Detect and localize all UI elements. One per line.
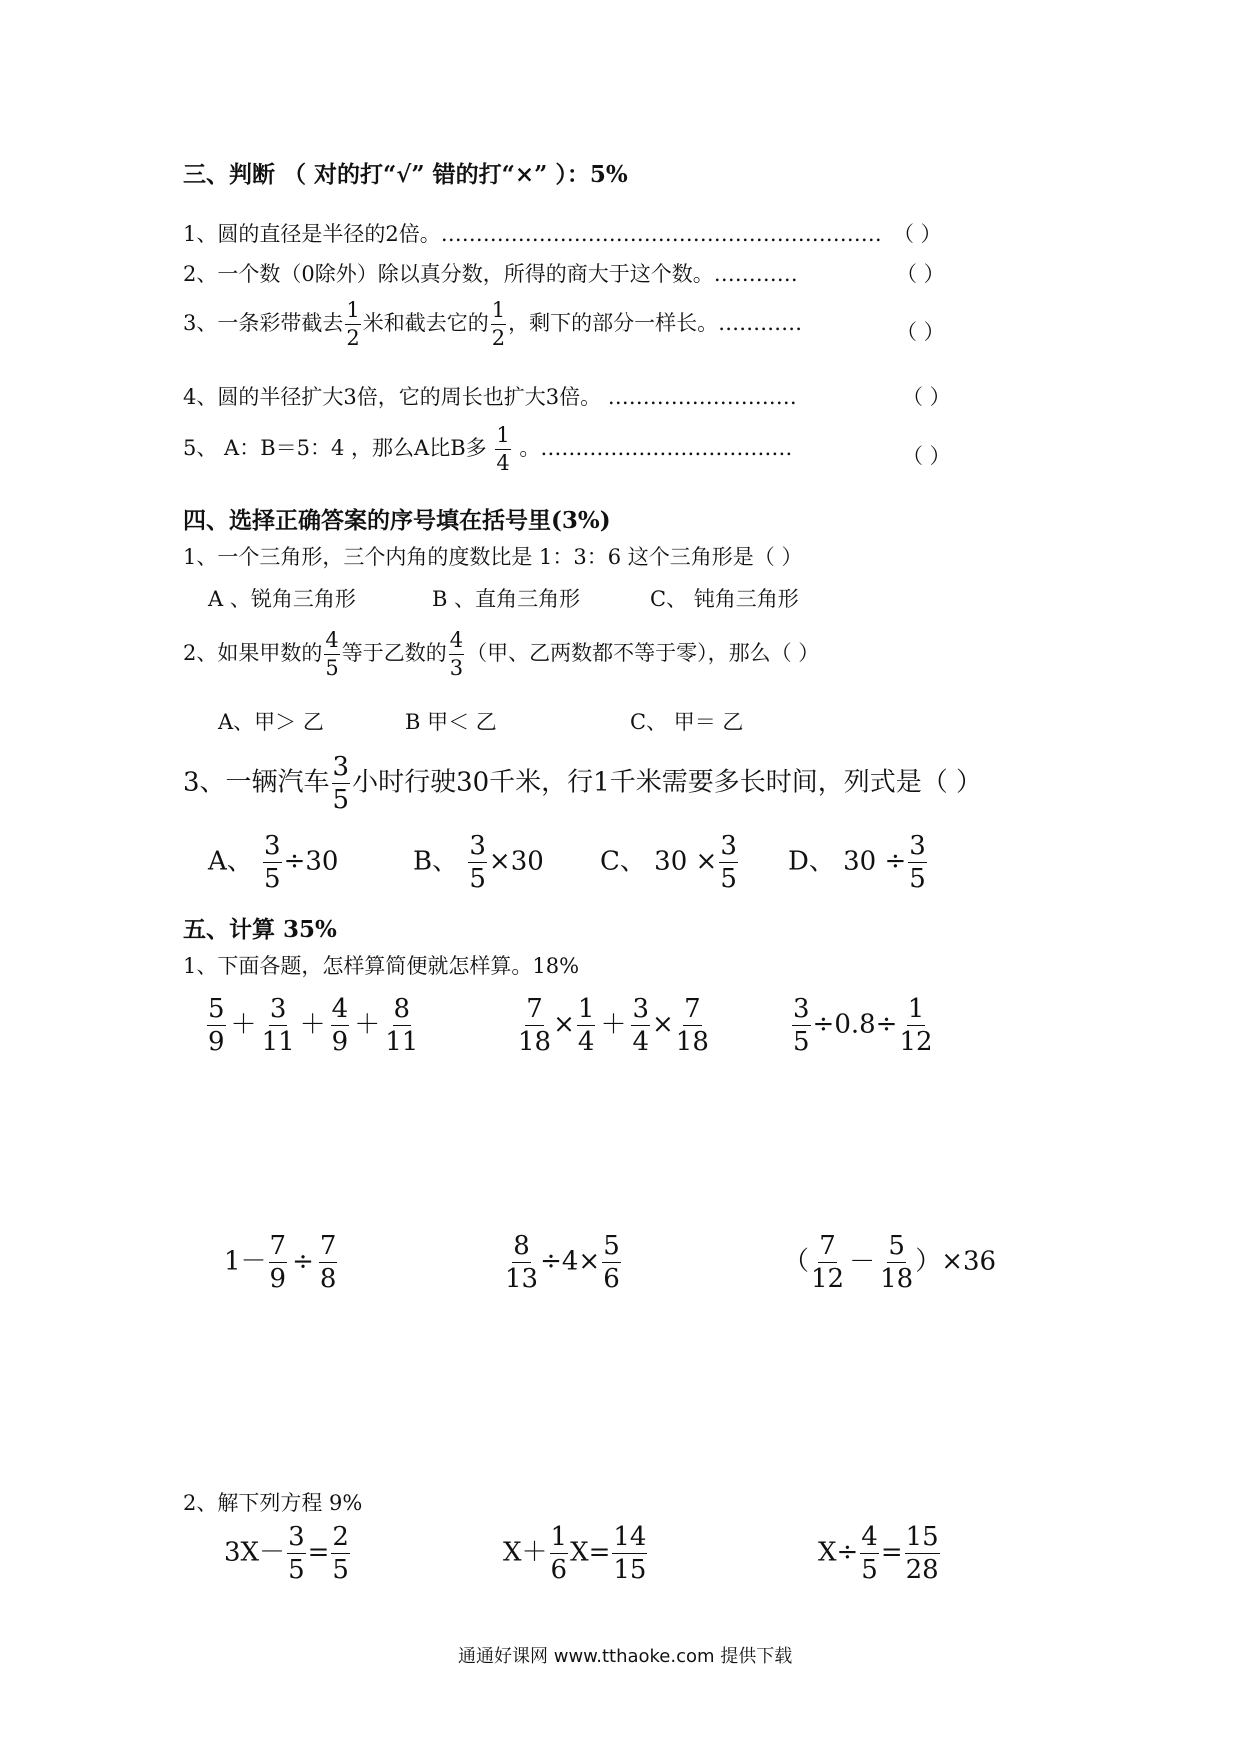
- fraction: $\frac{3}{5}$: [469, 831, 486, 894]
- choice-q3-option-b: B、 $\frac{3}{5}$ ×30: [413, 831, 544, 894]
- choice-q1-option-b: B 、直角三角形: [432, 587, 581, 611]
- fraction: $\frac{3}{5}$: [909, 831, 926, 894]
- judge-q4: 4、圆的半径扩大3倍，它的周长也扩大3倍。 ………………………: [183, 385, 797, 409]
- fraction: $\frac{1}{2}$: [491, 298, 506, 350]
- section-4-heading: 四、选择正确答案的序号填在括号里(3%): [183, 507, 611, 534]
- section-5-heading: 五、计算 35%: [183, 916, 337, 943]
- fraction: $\frac{1}{4}$: [496, 423, 510, 475]
- answer-paren-4[interactable]: （ ）: [902, 385, 951, 409]
- judge-q3: 3、一条彩带截去 $\frac{1}{2}$ 米和截去它的 $\frac{1}{2}$ ，剩下的部分一样长。…………: [183, 298, 803, 350]
- answer-paren-1[interactable]: （ ）: [893, 222, 942, 246]
- judge-q2: 2、一个数（0除外）除以真分数，所得的商大于这个数。…………: [183, 262, 798, 286]
- choice-q2-option-a: A、甲＞ 乙: [218, 710, 324, 734]
- footer-credit: 通通好课网 www.tthaoke.com 提供下载: [458, 1646, 793, 1667]
- calc-expr-2: $\frac{7}{18}$ × $\frac{1}{4}$ ＋ $\frac{3}{4}$ × $\frac{7}{18}$: [518, 994, 709, 1057]
- fraction: $\frac{4}{5}$: [325, 628, 339, 680]
- choice-q2-option-b: B 甲＜ 乙: [405, 710, 497, 734]
- fraction: $\frac{3}{5}$: [332, 752, 350, 815]
- calc-expr-3: $\frac{3}{5}$ ÷0.8÷ $\frac{1}{12}$: [793, 994, 933, 1057]
- answer-paren-3[interactable]: （ ）: [896, 320, 945, 344]
- calc-expr-6: （ $\frac{7}{12}$ － $\frac{5}{18}$ ）×36: [783, 1231, 997, 1294]
- equation-1: 3X－ $\frac{3}{5}$ = $\frac{2}{5}$: [224, 1522, 349, 1585]
- fraction: $\frac{3}{5}$: [264, 831, 281, 894]
- calc-expr-5: $\frac{8}{13}$ ÷4× $\frac{5}{6}$: [505, 1231, 620, 1294]
- choice-q3-option-a: A、 $\frac{3}{5}$ ÷30: [208, 831, 339, 894]
- judge-q1: 1、圆的直径是半径的2倍。………………………………………………………: [183, 222, 882, 246]
- equation-3: X÷ $\frac{4}{5}$ = $\frac{15}{28}$: [818, 1522, 939, 1585]
- calc-expr-4: 1－ $\frac{7}{9}$ ÷ $\frac{7}{8}$: [224, 1231, 337, 1294]
- fraction: $\frac{1}{2}$: [346, 298, 360, 350]
- fraction: $\frac{3}{5}$: [720, 831, 737, 894]
- calc-instruction: 1、下面各题，怎样算简便就怎样算。18%: [183, 954, 580, 978]
- judge-q5: 5、 A：B＝5：4 ，那么A比B多 $\frac{1}{4}$ 。………………………………: [183, 423, 793, 475]
- choice-q2-option-c: C、 甲＝ 乙: [630, 710, 744, 734]
- choice-q1-option-a: A 、锐角三角形: [208, 587, 356, 611]
- choice-q1: 1、一个三角形，三个内角的度数比是 1：3：6 这个三角形是（ ）: [183, 545, 803, 569]
- choice-q2: 2、如果甲数的 $\frac{4}{5}$ 等于乙数的 $\frac{4}{3}$ （甲、乙两数都不等于零），那么（ ）: [183, 628, 820, 680]
- section-3-heading: 三、判断 （ 对的打“√” 错的打“×” ）：5%: [183, 161, 628, 188]
- choice-q3-option-c: C、 30 × $\frac{3}{5}$: [600, 831, 737, 894]
- equation-instruction: 2、解下列方程 9%: [183, 1491, 363, 1515]
- choice-q1-option-c: C、 钝角三角形: [650, 587, 799, 611]
- equation-2: X＋ $\frac{1}{6}$ X= $\frac{14}{15}$: [503, 1522, 647, 1585]
- choice-q3-option-d: D、 30 ÷ $\frac{3}{5}$: [788, 831, 926, 894]
- answer-paren-5[interactable]: （ ）: [902, 444, 951, 468]
- fraction: $\frac{4}{3}$: [449, 628, 464, 680]
- answer-paren-2[interactable]: （ ）: [896, 262, 945, 286]
- calc-expr-1: $\frac{5}{9}$ ＋ $\frac{3}{11}$ ＋ $\frac{4}{9}$ ＋ $\frac{8}{11}$: [208, 994, 419, 1057]
- choice-q3: 3、一辆汽车 $\frac{3}{5}$ 小时行驶30千米，行1千米需要多长时间，列式是（ ）: [183, 752, 982, 815]
